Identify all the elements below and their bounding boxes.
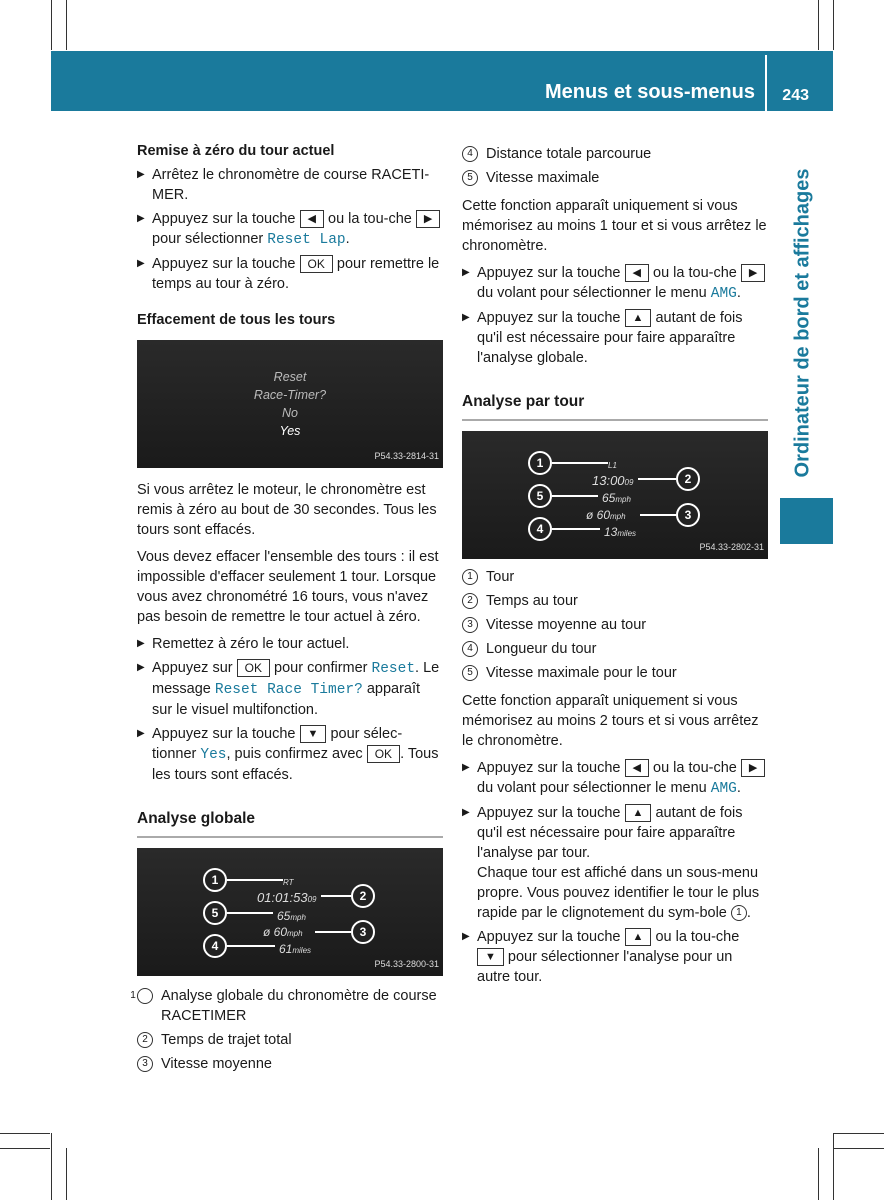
crop-mark [834,1148,884,1149]
callout-line [552,462,608,464]
legend-item: 4 Distance totale parcourue [462,144,768,164]
callout-number: 4 [203,934,227,958]
callout-number: 4 [462,641,478,657]
crop-mark [66,1148,67,1200]
callout-number: 1 [528,451,552,475]
up-arrow-key-icon: ▲ [625,309,652,327]
ok-key-icon: OK [300,255,333,273]
instruction-step: ▶ Arrêtez le chronomètre de course RACETI-MER. [137,165,443,205]
left-arrow-key-icon: ◀ [300,210,324,228]
crop-mark [51,0,52,50]
legend-item: 1 Analyse globale du chronomètre de course RACETIMER [130,988,437,1024]
instruction-step: ▶ Appuyez sur la touche ◀ ou la tou-che ▶ du volant pour sélectionner le menu AMG. [462,263,768,304]
instruction-step: ▶ Remettez à zéro le tour actuel. [137,634,443,654]
callout-number: 3 [462,617,478,633]
crop-mark [833,1133,834,1200]
section-heading: Analyse par tour [462,393,585,410]
page-title: Menus et sous-menus [544,81,755,103]
ok-key-icon: OK [367,745,400,763]
legend-item: 5 Vitesse maximale pour le tour [462,663,768,683]
down-arrow-key-icon: ▼ [300,725,327,743]
crop-mark [0,1133,50,1134]
page-number: 243 [782,87,809,104]
callout-number: 2 [351,884,375,908]
callout-number: 4 [528,517,552,541]
display-screenshot-lap [462,431,768,559]
callout-number: 3 [351,920,375,944]
callout-line [315,931,351,933]
paragraph: Si vous arrêtez le moteur, le chronomètre est remis à zéro au bout de 30 secondes. Tous les tours sont effacés. [137,482,437,538]
callout-number: 5 [528,484,552,508]
header-bar [51,51,833,111]
legend-item: 2 Temps au tour [462,591,768,611]
section-heading: Effacement de tous les tours [137,312,336,328]
callout-number: 2 [137,1032,153,1048]
display-text: Reset [371,661,416,677]
callout-number: 2 [676,467,700,491]
display-text: AMG [710,286,737,302]
display-time: 13:0009 [592,473,634,488]
right-arrow-key-icon: ▶ [741,759,765,777]
display-screenshot-reset [137,340,443,468]
instruction-step: ▶ Appuyez sur la touche ▲ ou la tou-che ▼ pour sélectionner l'analyse pour un autre tour. [462,927,768,987]
callout-line [321,895,351,897]
display-max-speed: 65mph [277,909,306,923]
instruction-step: ▶ Appuyez sur la touche ▼ pour sélec-tionner Yes, puis confirmez avec OK . Tous les tours sont effacés. [137,724,443,785]
callout-line [640,514,676,516]
instruction-step: ▶ Appuyez sur OK pour confirmer Reset. Le message Reset Race Timer? apparaît sur le visuel multifonction. [137,658,443,720]
section-heading: Remise à zéro du tour actuel [137,143,335,159]
callout-number: 1 [731,905,747,921]
display-tag: RT [283,878,294,887]
left-arrow-key-icon: ◀ [625,759,649,777]
crop-mark [818,1148,819,1200]
legend-item: 3 Vitesse moyenne au tour [462,615,768,635]
display-menu: Reset Race-Timer? No Yes [253,370,327,438]
right-arrow-key-icon: ▶ [416,210,440,228]
instruction-step: ▶ Appuyez sur la touche OK pour remettre le temps au tour à zéro. [137,254,443,294]
section-heading: Analyse globale [137,810,256,827]
paragraph: Vous devez effacer l'ensemble des tours : il est impossible d'effacer seulement 1 tour. Lorsque vous avez chronométré 16 tours, vous n'avez pas besoin de remettre le tour actuel à zéro. [137,549,439,625]
display-distance: 61miles [279,942,312,956]
display-time: 01:01:5309 [257,890,317,905]
sidebar-tab [780,498,833,544]
callout-line [552,528,600,530]
legend-item: 5 Vitesse maximale [462,168,768,188]
right-arrow-key-icon: ▶ [741,264,765,282]
callout-number: 3 [137,1056,153,1072]
display-tag: L1 [608,461,617,470]
figure-reference: P54.33-2802-31 [699,542,764,552]
callout-number: 5 [203,901,227,925]
callout-number: 3 [676,503,700,527]
ok-key-icon: OK [237,659,270,677]
instruction-step: ▶ Appuyez sur la touche ◀ ou la tou-che ▶ du volant pour sélectionner le menu AMG. [462,758,768,799]
crop-mark [51,1133,52,1200]
sidebar-chapter [780,156,826,490]
legend-item: 1 Tour [462,567,768,587]
display-max-speed: 65mph [602,491,631,505]
display-text: Reset Lap [267,232,346,248]
callout-line [552,495,598,497]
callout-number: 1 [462,569,478,585]
paragraph: Cette fonction apparaît uniquement si vous mémorisez au moins 2 tours et si vous arrêtez le chronomètre. [462,693,759,749]
display-avg-speed: ø 60mph [586,508,626,522]
display-avg-speed: ø 60mph [263,925,303,939]
up-arrow-key-icon: ▲ [625,804,652,822]
down-arrow-key-icon: ▼ [477,948,504,966]
crop-mark [834,1133,884,1134]
figure-reference: P54.33-2800-31 [374,959,439,969]
callout-line [227,879,283,881]
right-column [462,144,768,991]
callout-line [638,478,676,480]
section-rule [137,836,443,838]
left-arrow-key-icon: ◀ [625,264,649,282]
section-rule [462,419,768,421]
callout-number: 1 [137,988,153,1004]
callout-number: 5 [462,170,478,186]
crop-mark [833,0,834,50]
crop-mark [66,0,67,50]
instruction-step: ▶ Appuyez sur la touche ◀ ou la tou-che ▶ pour sélectionner Reset Lap. [137,209,443,250]
callout-number: 4 [462,146,478,162]
header-separator [765,55,767,111]
legend-item: 3 Vitesse moyenne [137,1054,443,1074]
instruction-step: ▶ Appuyez sur la touche ▲ autant de fois qu'il est nécessaire pour faire apparaître l'analyse globale. [462,308,768,368]
crop-mark [0,1148,50,1149]
up-arrow-key-icon: ▲ [625,928,652,946]
left-column [130,141,443,1078]
callout-number: 5 [462,665,478,681]
display-text: Yes [200,747,227,763]
callout-line [227,912,273,914]
paragraph: Cette fonction apparaît uniquement si vous mémorisez au moins 1 tour et si vous arrêtez le chronomètre. [462,198,767,254]
display-text: AMG [710,781,737,797]
legend-item: 4 Longueur du tour [462,639,768,659]
legend-item: 2 Temps de trajet total [137,1030,443,1050]
display-text: Reset Race Timer? [214,682,363,698]
callout-number: 2 [462,593,478,609]
display-screenshot-global [137,848,443,976]
crop-mark [818,0,819,50]
display-distance: 13miles [604,525,637,539]
callout-line [227,945,275,947]
instruction-step: ▶ Appuyez sur la touche ▲ autant de fois qu'il est nécessaire pour faire apparaître l'analyse par tour. Chaque tour est affiché dans un sous-menu propre. Vous pouvez identifier le tour le plus rapide par le clignotement du sym-bole 1 . [462,803,768,923]
figure-reference: P54.33-2814-31 [374,451,439,461]
callout-number: 1 [203,868,227,892]
sidebar-chapter-label: Ordinateur de bord et affichages [791,168,814,478]
